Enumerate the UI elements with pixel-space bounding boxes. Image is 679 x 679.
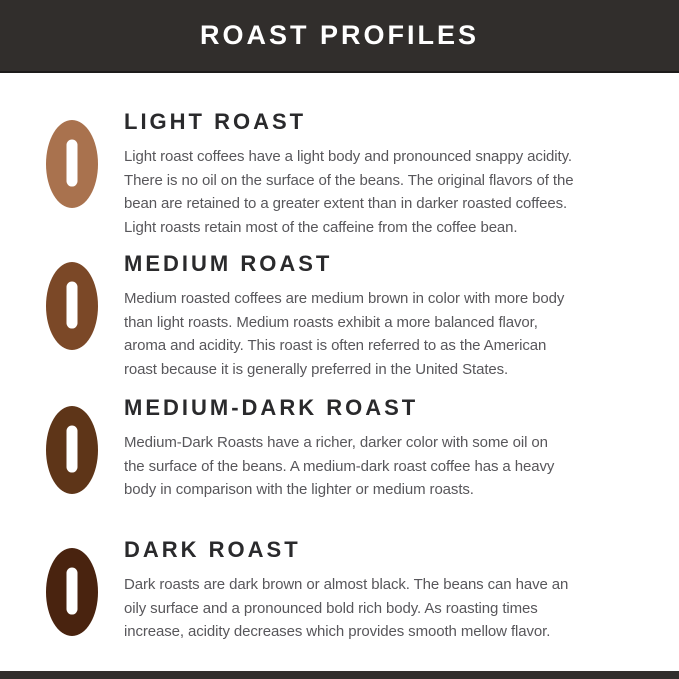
header-band — [0, 0, 679, 73]
section-title: MEDIUM-DARK ROAST — [124, 395, 419, 420]
section-description: Dark roasts are dark brown or almost black. The beans can have an oily surface and a pronounced bold rich body. As roasting times increase, acidity decreases which provides smooth mellow flavor. — [124, 576, 569, 641]
coffee-bean-icon — [46, 262, 98, 350]
coffee-bean-icon — [46, 548, 98, 636]
section-title: LIGHT ROAST — [124, 109, 307, 134]
section-description: Light roast coffees have a light body and pronounced snappy acidity. There is no oil on the surface of the beans. The original flavors of the bean are retained to a greater extent than in darker roasted coffees. Light roasts retain most of the caffeine from the coffee bean. — [124, 148, 574, 236]
section-description: Medium roasted coffees are medium brown in color with more body than light roasts. Medium roasts exhibit a more balanced flavor, aroma and acidity. This roast is often referred to as the American roast because it is generally preferred in the United States. — [124, 290, 565, 378]
section-light-roast — [0, 110, 679, 239]
page-title: ROAST PROFILES — [199, 20, 479, 50]
section-title: DARK ROAST — [124, 537, 301, 562]
section-description: Medium-Dark Roasts have a richer, darker color with some oil on the surface of the beans. A medium-dark roast coffee has a heavy body in comparison with the lighter or medium roasts. — [124, 434, 555, 499]
bean-slit — [67, 140, 78, 187]
section-title: MEDIUM ROAST — [124, 251, 333, 276]
section-medium-dark-roast — [0, 396, 679, 502]
bean-slit — [67, 426, 78, 473]
coffee-bean-icon — [46, 406, 98, 494]
section-medium-roast — [0, 252, 679, 381]
section-dark-roast — [0, 538, 679, 644]
bean-slit — [67, 282, 78, 329]
bean-slit — [67, 568, 78, 615]
coffee-bean-icon — [46, 120, 98, 208]
footer-band — [0, 671, 679, 679]
